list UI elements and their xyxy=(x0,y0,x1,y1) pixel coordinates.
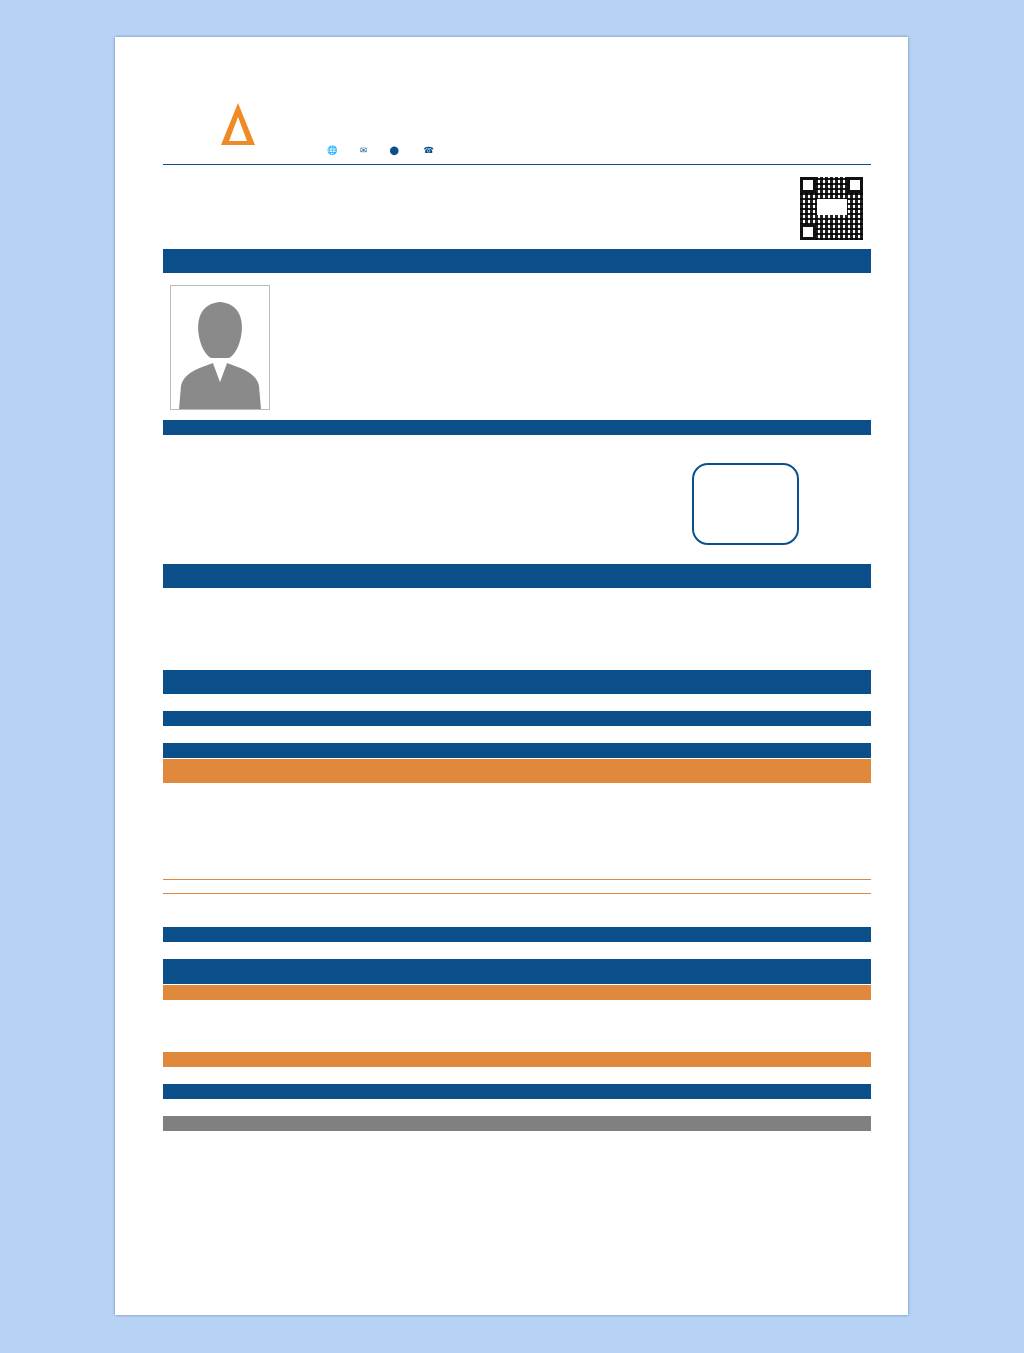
header-divider xyxy=(163,164,871,165)
katm-logo xyxy=(167,97,317,157)
phone-icon: ☎ xyxy=(423,145,434,155)
subscriptions-subheader xyxy=(163,1052,871,1067)
avatar xyxy=(170,285,270,410)
section-8-header xyxy=(163,959,871,984)
qr-logo xyxy=(817,199,847,215)
request-row xyxy=(163,1026,871,1050)
location-icon: ⬤ xyxy=(389,145,399,155)
section-4-header xyxy=(163,670,871,694)
logo-triangle-icon xyxy=(221,103,255,145)
contacts-row xyxy=(327,145,440,156)
section-5-header xyxy=(163,711,871,726)
section-10-header xyxy=(163,1116,871,1131)
overdue-header xyxy=(163,879,871,894)
section-2-header xyxy=(163,420,871,435)
scoring-gauge xyxy=(375,435,625,565)
requests-table-header xyxy=(163,1003,871,1025)
section-9-header xyxy=(163,1084,871,1099)
qr-code xyxy=(800,177,863,240)
mail-icon: ✉ xyxy=(359,145,368,155)
requests-subheader xyxy=(163,985,871,1000)
report-page xyxy=(115,37,908,1315)
section-6-header xyxy=(163,743,871,758)
section-3-header xyxy=(163,564,871,588)
grade-box xyxy=(692,463,799,545)
section-7-header xyxy=(163,927,871,942)
section-1-header xyxy=(163,249,871,273)
globe-icon: 🌐 xyxy=(327,145,338,155)
person-silhouette-icon xyxy=(171,286,269,409)
lender-header xyxy=(163,759,871,783)
